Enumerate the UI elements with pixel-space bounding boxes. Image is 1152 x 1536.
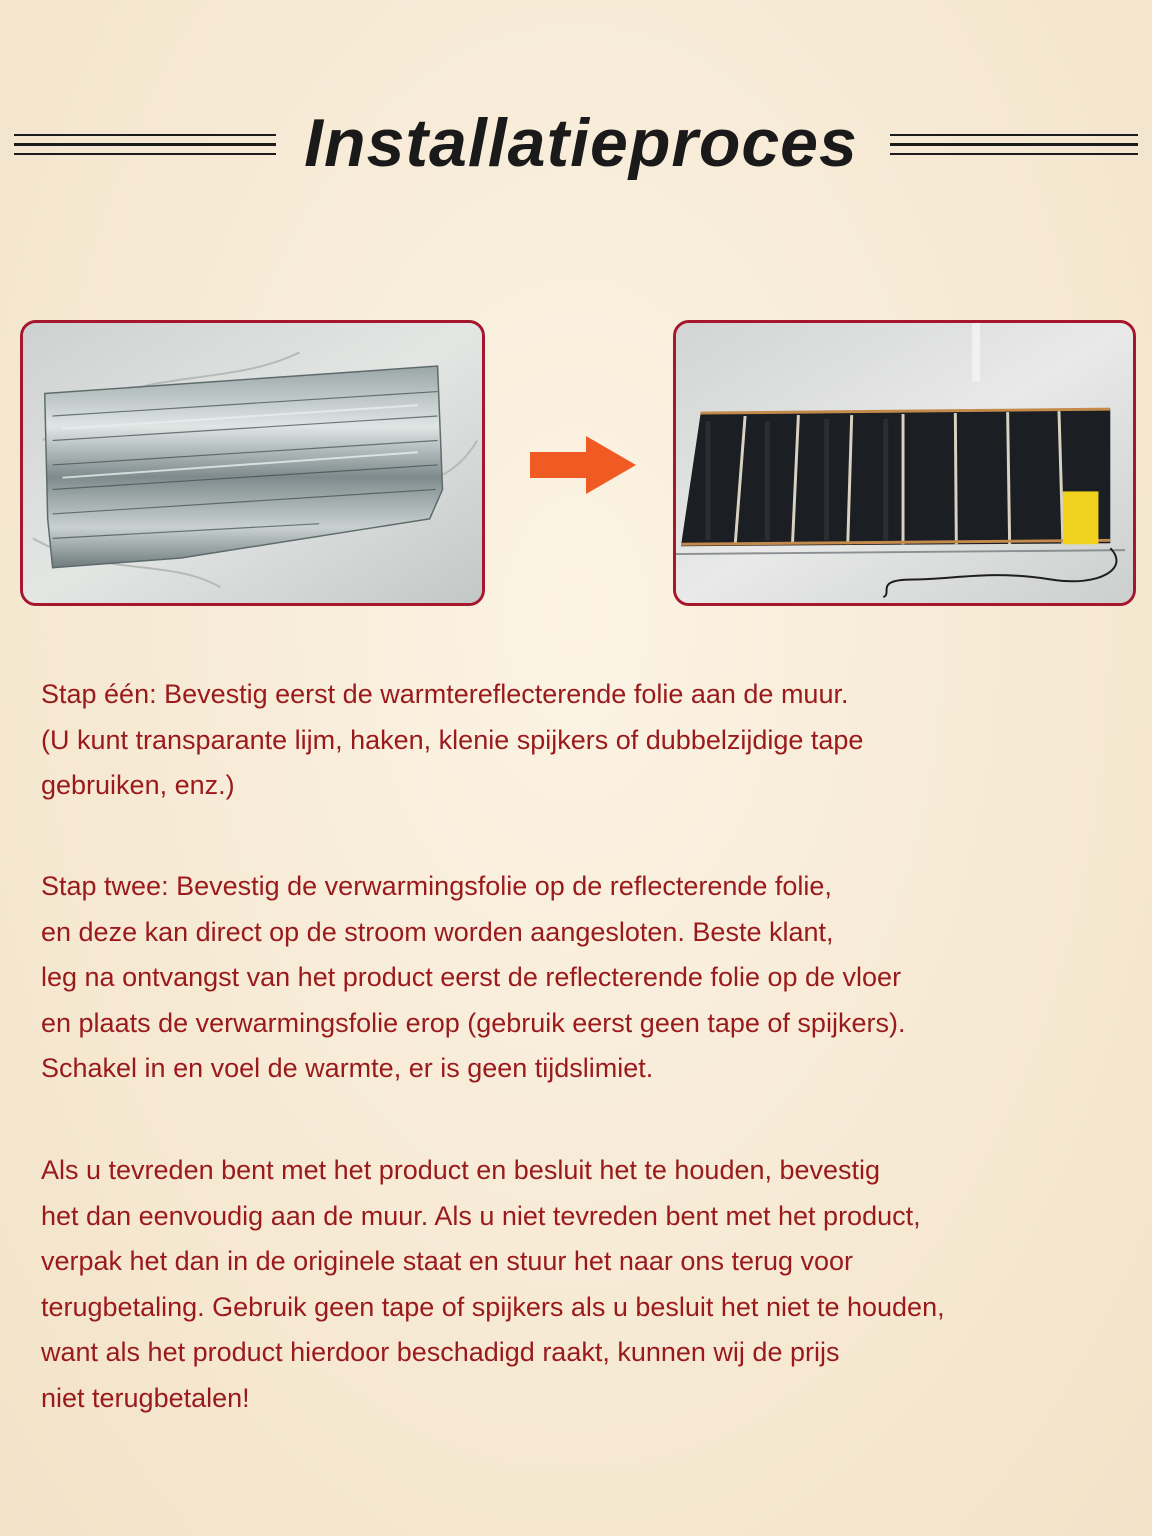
arrow-right-icon [530,436,636,494]
return-policy-text: Als u tevreden bent met het product en besluit het te houden, bevestig het dan eenvoudig aan de muur. Als u niet tevreden bent met het product, verpak het dan in de originele staat en stuur het naar ons terug voor terugbetaling. Gebruik geen tape of spijkers als u besluit het niet te houden, want als het product hierdoor beschadigd raakt, kunnen wij de prijs niet terugbetalen! [41,1155,945,1413]
title-divider-right [890,134,1138,160]
heating-film-photo [673,320,1136,606]
title-divider-left [14,134,276,160]
page-title: Installatieproces [304,105,858,181]
title-row [0,100,1152,200]
reflective-foil-photo [20,320,485,606]
step-one-text: Stap één: Bevestig eerst de warmtereflecterende folie aan de muur. (U kunt transparante lijm, haken, klenie spijkers of dubbelzijdige tape gebruiken, enz.) [41,679,864,800]
step-two-text: Stap twee: Bevestig de verwarmingsfolie op de reflecterende folie, en deze kan direct op de stroom worden aangesloten. Beste klant, leg na ontvangst van het product eerst de reflecterende folie op de vloer en plaats de verwarmingsfolie erop (gebruik eerst geen tape of spijkers). Schakel in en voel de warmte, er is geen tijdslimiet. [41,871,906,1083]
